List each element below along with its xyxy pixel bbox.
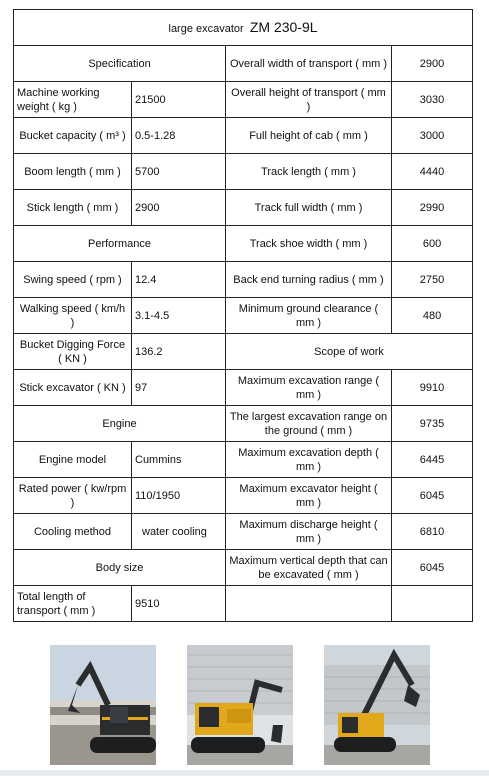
value-boom-length: 5700 — [132, 154, 226, 190]
value-turning-radius: 2750 — [392, 262, 473, 298]
label-stick-length: Stick length ( mm ) — [14, 190, 132, 226]
value-discharge-height: 6810 — [392, 514, 473, 550]
label-ground-clearance: Minimum ground clearance ( mm ) — [226, 298, 392, 334]
value-stick-length: 2900 — [132, 190, 226, 226]
value-walking-speed: 3.1-4.5 — [132, 298, 226, 334]
label-cab-height: Full height of cab ( mm ) — [226, 118, 392, 154]
table-row — [14, 190, 473, 226]
label-max-height: Maximum excavator height ( mm ) — [226, 478, 392, 514]
title-text: large excavator — [168, 22, 244, 35]
table-row — [14, 406, 473, 442]
label-overall-width: Overall width of transport ( mm ) — [226, 46, 392, 82]
table-row — [14, 262, 473, 298]
section-scope: Scope of work — [226, 334, 473, 370]
label-walking-speed: Walking speed ( km/h ) — [14, 298, 132, 334]
title-row — [14, 10, 473, 46]
table-row — [14, 334, 473, 370]
photo-strip — [0, 645, 489, 765]
label-cooling: Cooling method — [14, 514, 132, 550]
excavator-photo-factory-front — [187, 645, 293, 765]
value-max-height: 6045 — [392, 478, 473, 514]
page-title — [14, 10, 473, 46]
empty-cell — [392, 586, 473, 622]
section-body: Body size — [14, 550, 226, 586]
table-row — [14, 46, 473, 82]
value-swing-speed: 12.4 — [132, 262, 226, 298]
table-row — [14, 82, 473, 118]
value-cooling: water cooling — [132, 514, 226, 550]
label-vertical-depth: Maximum vertical depth that can be excavated ( mm ) — [226, 550, 392, 586]
label-swing-speed: Swing speed ( rpm ) — [14, 262, 132, 298]
label-shoe-width: Track shoe width ( mm ) — [226, 226, 392, 262]
value-shoe-width: 600 — [392, 226, 473, 262]
label-max-depth: Maximum excavation depth ( mm ) — [226, 442, 392, 478]
value-engine-model: Cummins — [132, 442, 226, 478]
title-model: ZM 230-9L — [249, 18, 318, 35]
table-row — [14, 442, 473, 478]
table-row — [14, 118, 473, 154]
label-ground-range: The largest excavation range on the ground ( mm ) — [226, 406, 392, 442]
value-machine-weight: 21500 — [132, 82, 226, 118]
excavator-photo-factory-side — [324, 645, 430, 765]
section-specification: Specification — [14, 46, 226, 82]
label-bucket-capacity: Bucket capacity ( m³ ) — [14, 118, 132, 154]
value-track-width: 2990 — [392, 190, 473, 226]
label-discharge-height: Maximum discharge height ( mm ) — [226, 514, 392, 550]
table-row — [14, 226, 473, 262]
value-max-depth: 6445 — [392, 442, 473, 478]
value-stick-excavator: 97 — [132, 370, 226, 406]
footer-strip — [0, 770, 489, 776]
label-total-length: Total length of transport ( mm ) — [14, 586, 132, 622]
section-engine: Engine — [14, 406, 226, 442]
label-rated-power: Rated power ( kw/rpm ) — [14, 478, 132, 514]
label-stick-excavator: Stick excavator ( KN ) — [14, 370, 132, 406]
table-row — [14, 550, 473, 586]
label-max-range: Maximum excavation range ( mm ) — [226, 370, 392, 406]
label-boom-length: Boom length ( mm ) — [14, 154, 132, 190]
empty-cell — [226, 586, 392, 622]
value-vertical-depth: 6045 — [392, 550, 473, 586]
section-performance: Performance — [14, 226, 226, 262]
label-track-length: Track length ( mm ) — [226, 154, 392, 190]
value-rated-power: 110/1950 — [132, 478, 226, 514]
value-ground-clearance: 480 — [392, 298, 473, 334]
value-track-length: 4440 — [392, 154, 473, 190]
value-cab-height: 3000 — [392, 118, 473, 154]
table-row — [14, 478, 473, 514]
value-bucket-capacity: 0.5-1.28 — [132, 118, 226, 154]
spec-table — [13, 9, 473, 622]
excavator-photo-outdoor — [50, 645, 156, 765]
table-row — [14, 370, 473, 406]
value-max-range: 9910 — [392, 370, 473, 406]
value-ground-range: 9735 — [392, 406, 473, 442]
label-engine-model: Engine model — [14, 442, 132, 478]
table-row — [14, 154, 473, 190]
table-row — [14, 298, 473, 334]
table-row — [14, 514, 473, 550]
label-bucket-force: Bucket Digging Force ( KN ) — [14, 334, 132, 370]
value-total-length: 9510 — [132, 586, 226, 622]
table-row — [14, 586, 473, 622]
label-machine-weight: Machine working weight ( kg ) — [14, 82, 132, 118]
value-overall-height: 3030 — [392, 82, 473, 118]
label-turning-radius: Back end turning radius ( mm ) — [226, 262, 392, 298]
value-bucket-force: 136.2 — [132, 334, 226, 370]
value-overall-width: 2900 — [392, 46, 473, 82]
label-track-width: Track full width ( mm ) — [226, 190, 392, 226]
label-overall-height: Overall height of transport ( mm ) — [226, 82, 392, 118]
